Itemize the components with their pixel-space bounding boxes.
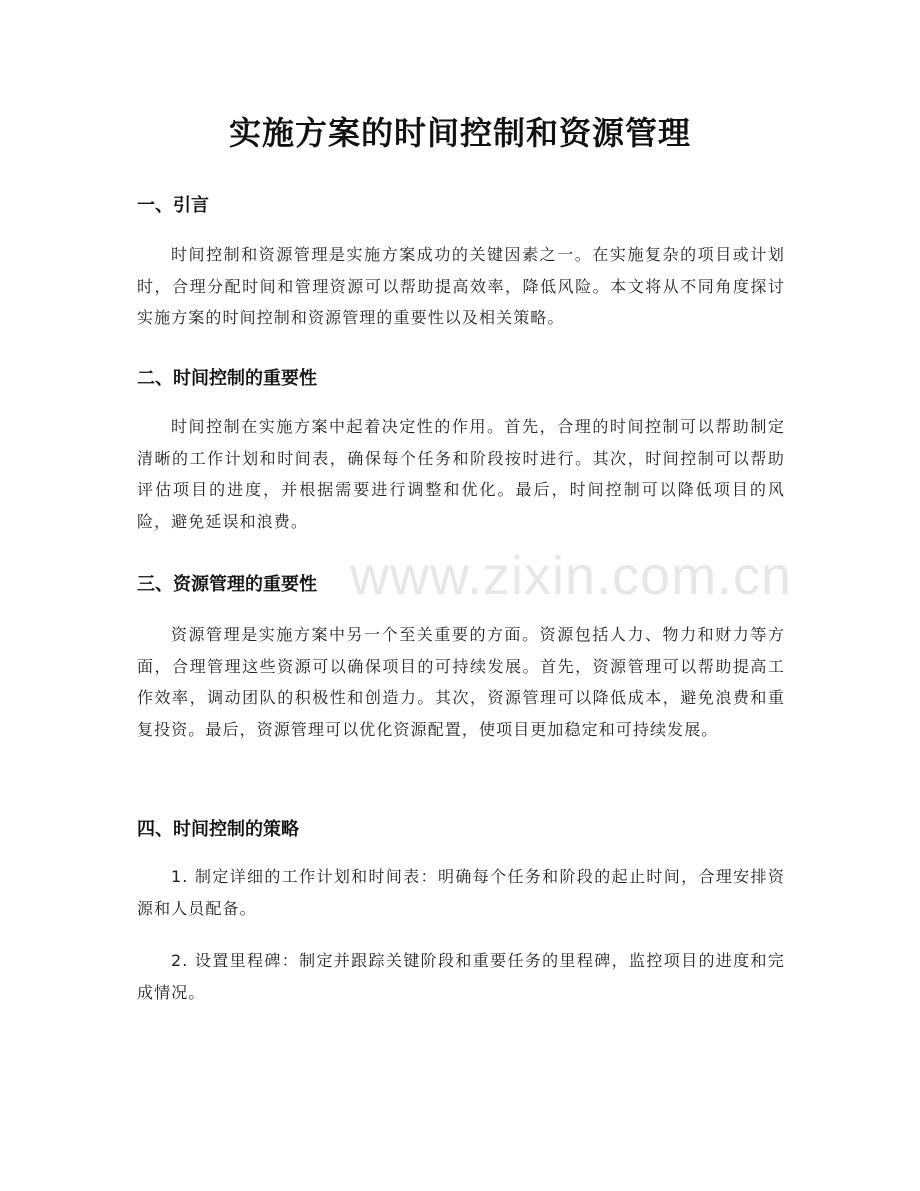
section-heading-time-strategy: 四、时间控制的策略: [137, 819, 299, 840]
section-heading-time-importance: 二、时间控制的重要性: [137, 368, 317, 389]
paragraph-time-importance: 时间控制在实施方案中起着决定性的作用。首先，合理的时间控制可以帮助制定清晰的工作计划和时间表，确保每个任务和阶段按时进行。其次，时间控制可以帮助评估项目的进度，并根据需要进行调整和优化。最后，时间控制可以降低项目的风险，避免延误和浪费。: [137, 417, 785, 531]
watermark: www.zixin.com.cn: [350, 546, 793, 606]
document-title: 实施方案的时间控制和资源管理: [228, 114, 691, 152]
strategy-item-1: 1. 制定详细的工作计划和时间表：明确每个任务和阶段的起止时间，合理安排资源和人员配备。: [137, 867, 785, 918]
paragraph-resource-importance: 资源管理是实施方案中另一个至关重要的方面。资源包括人力、物力和财力等方面，合理管理这些资源可以确保项目的可持续发展。首先，资源管理可以帮助提高工作效率，调动团队的积极性和创造力。其次，资源管理可以降低成本，避免浪费和重复投资。最后，资源管理可以优化资源配置，使项目更加稳定和可持续发展。: [137, 625, 785, 739]
section-heading-introduction: 一、引言: [137, 195, 209, 216]
strategy-item-2: 2. 设置里程碑：制定并跟踪关键阶段和重要任务的里程碑，监控项目的进度和完成情况。: [137, 951, 785, 1002]
paragraph-introduction: 时间控制和资源管理是实施方案成功的关键因素之一。在实施复杂的项目或计划时，合理分配时间和管理资源可以帮助提高效率，降低风险。本文将从不同角度探讨实施方案的时间控制和资源管理的重要性以及相关策略。: [137, 245, 785, 327]
section-heading-resource-importance: 三、资源管理的重要性: [137, 574, 317, 595]
